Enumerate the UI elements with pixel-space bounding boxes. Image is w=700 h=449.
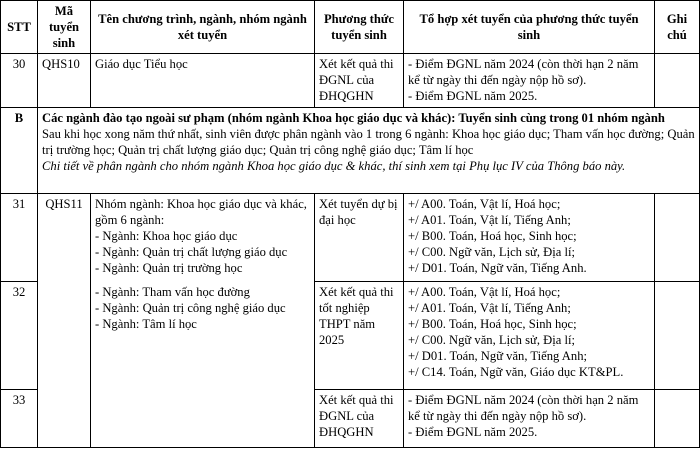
row30-code: QHS10 [38,54,91,108]
row32-combination-line: +/ C14. Toán, Ngữ văn, Giáo dục KT&PL. [408,365,624,379]
section-b-stt: B [1,108,38,194]
table-row-33 [1,390,700,448]
group-code-end [38,390,91,448]
group-code-continued [38,282,91,390]
header-method: Phương thức tuyển sinh [315,1,404,54]
group-program-end [91,390,315,448]
row30-combination-line: - Điểm ĐGNL năm 2024 (còn thời hạn 2 năm kể từ ngày thi đến ngày nộp hồ sơ). [408,57,639,87]
group-program-line: - Ngành: Tham vấn học đường [95,284,250,299]
group-program-continued [91,282,315,390]
row30-note [655,54,700,108]
row31-combination-line: +/ A00. Toán, Vật lí, Hoá học; [408,197,561,211]
section-b-row [1,108,700,194]
group-program-line: Nhóm ngành: Khoa học giáo dục và khác, gồm 6 ngành: [95,197,307,227]
row31-combination-line: +/ B00. Toán, Hoá học, Sinh học; [408,229,577,243]
row32-combination-line: +/ A00. Toán, Vật lí, Hoá học; [408,285,561,299]
row31-note [655,194,700,282]
row31-combination-line: +/ D01. Toán, Ngữ văn, Tiếng Anh. [408,261,587,275]
row33-note [655,390,700,448]
section-b-detail: Chi tiết về phân ngành cho nhóm ngành Khoa học giáo dục & khác, thí sinh xem tại Phụ lục IV của Thông báo này. [42,159,626,173]
group-program-line: - Ngành: Quản trị chất lượng giáo dục [95,245,288,259]
group-program-line: - Ngành: Quản trị công nghệ giáo dục [95,300,286,315]
table-row-32 [1,282,700,390]
row32-stt: 32 [1,282,38,390]
group-program [91,194,315,282]
row30-stt: 30 [1,54,38,108]
header-combination: Tổ hợp xét tuyển của phương thức tuyển sinh [404,1,655,54]
row32-combination [404,282,655,390]
header-stt: STT [1,1,38,54]
group-program-line: - Ngành: Tâm lí học [95,316,197,331]
header-note: Ghi chú [655,1,700,54]
row33-combination-line: - Điểm ĐGNL năm 2024 (còn thời hạn 2 năm kể từ ngày thi đến ngày nộp hồ sơ). [408,393,639,423]
row31-combination [404,194,655,282]
row30-method: Xét kết quả thi ĐGNL của ĐHQGHN [315,54,404,108]
header-code: Mã tuyển sinh [38,1,91,54]
group-program-line: - Ngành: Khoa học giáo dục [95,229,238,243]
row32-combination-line: +/ C00. Ngữ văn, Lịch sử, Địa lí; [408,333,575,347]
row31-stt: 31 [1,194,38,282]
section-b-description: Sau khi học xong năm thứ nhất, sinh viên được phân ngành vào 1 trong 6 ngành: Khoa học giáo dục; Tham vấn học đường; Quản trị trường học; Quản trị chất lượng giáo dục; Quản trị công nghệ giáo dục; Tâm lí học [42,127,695,157]
row32-combination-line: +/ D01. Toán, Ngữ văn, Tiếng Anh; [408,349,587,363]
row32-note [655,282,700,390]
row32-combination-line: +/ A01. Toán, Vật lí, Tiếng Anh; [408,301,571,315]
section-b-content [38,108,700,194]
row31-method: Xét tuyển dự bị đại học [315,194,404,282]
row31-combination-line: +/ C00. Ngữ văn, Lịch sử, Địa lí; [408,245,575,259]
header-program: Tên chương trình, ngành, nhóm ngành xét tuyển [91,1,315,54]
table-row-31 [1,194,700,282]
table-row-30 [1,54,700,108]
section-b-title: Các ngành đào tạo ngoài sư phạm (nhóm ngành Khoa học giáo dục và khác): Tuyển sinh cùng trong 01 nhóm ngành [42,111,665,125]
row30-program: Giáo dục Tiểu học [91,54,315,108]
row33-stt: 33 [1,390,38,448]
row31-combination-line: +/ A01. Toán, Vật lí, Tiếng Anh; [408,213,571,227]
group-code: QHS11 [38,194,91,282]
row33-combination [404,390,655,448]
row30-combination [404,54,655,108]
row30-combination-line: - Điểm ĐGNL năm 2025. [408,89,538,103]
row33-method: Xét kết quả thi ĐGNL của ĐHQGHN [315,390,404,448]
row32-combination-line: +/ B00. Toán, Hoá học, Sinh học; [408,317,577,331]
header-row [1,1,700,54]
group-program-line: - Ngành: Quản trị trường học [95,261,243,275]
row33-combination-line: - Điểm ĐGNL năm 2025. [408,425,538,439]
row32-method: Xét kết quả thi tốt nghiệp THPT năm 2025 [315,282,404,390]
